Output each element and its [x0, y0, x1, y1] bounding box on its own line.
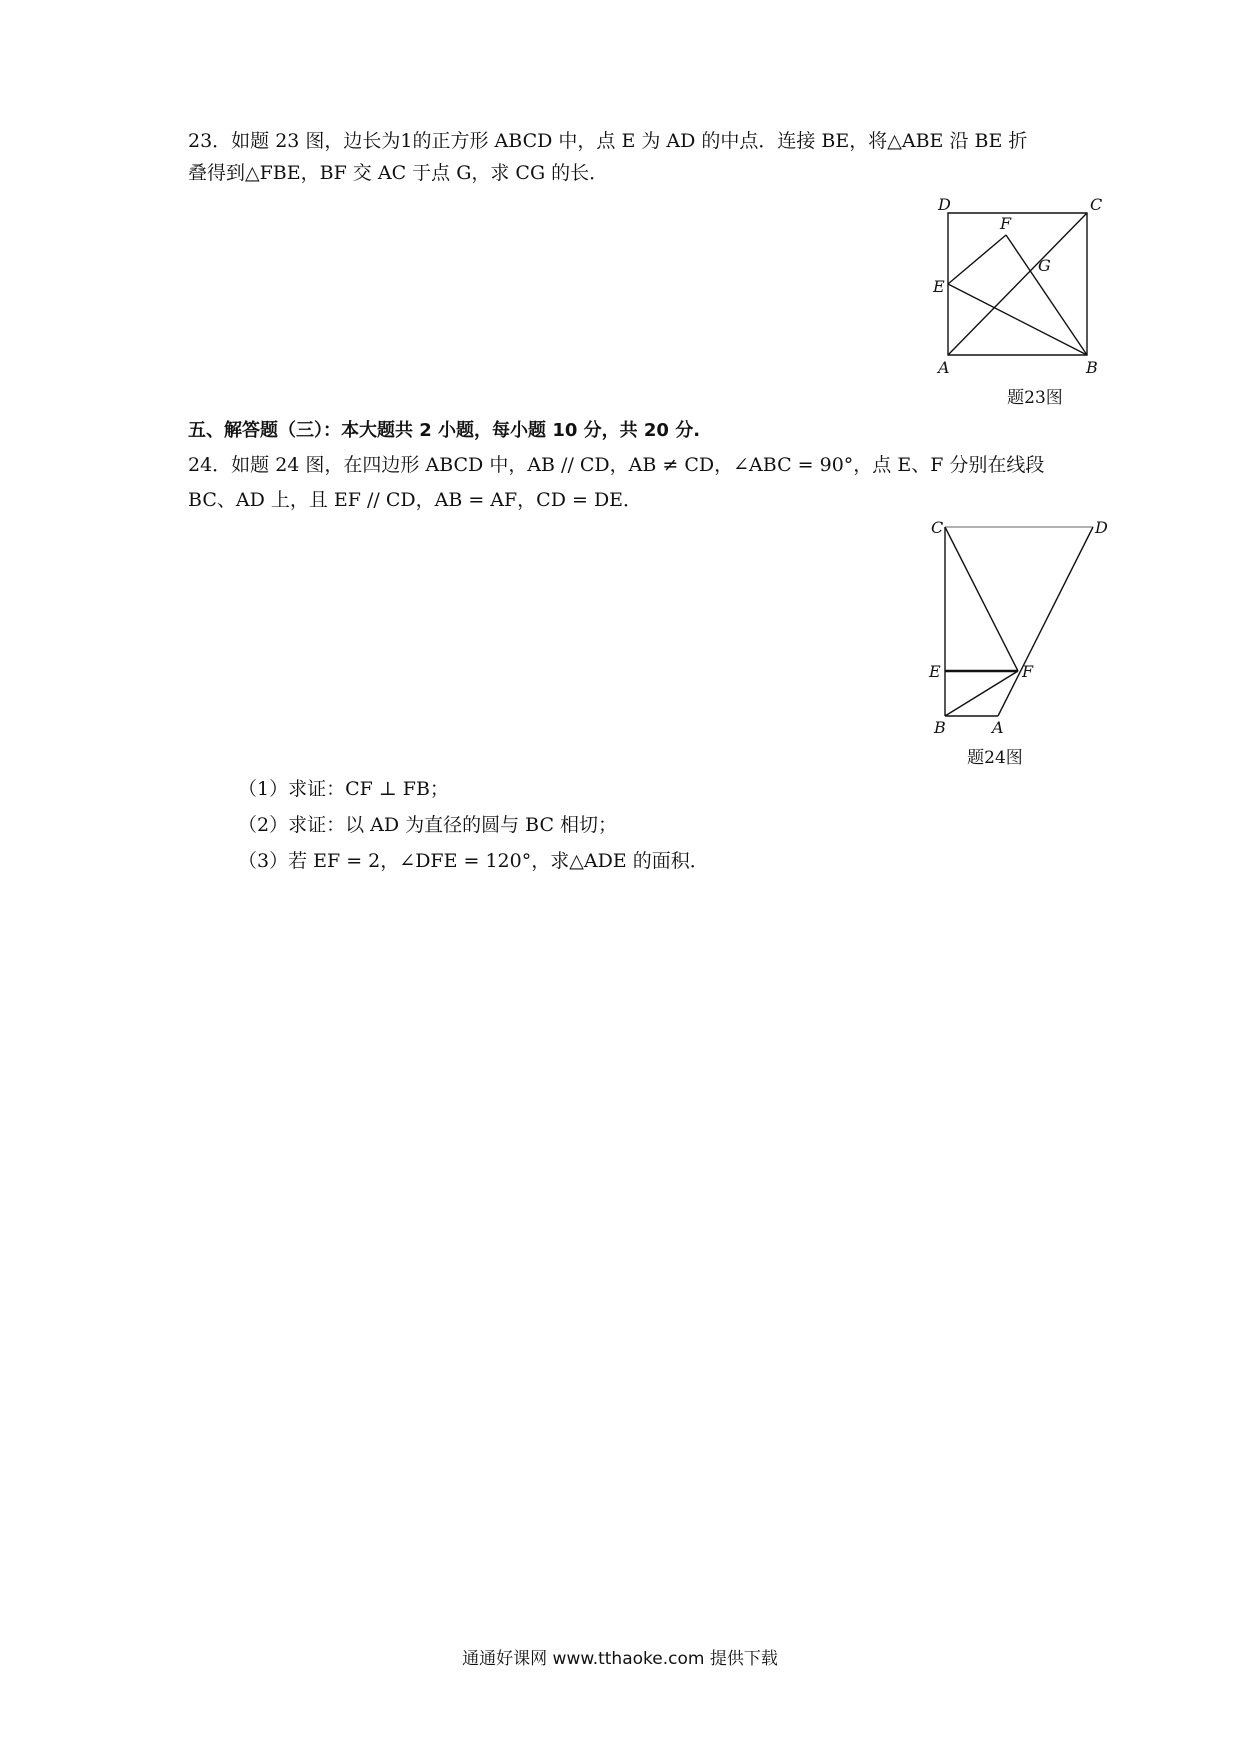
figure-24-diagram [925, 515, 1125, 745]
label-a: A [992, 718, 1004, 737]
problem-24-part-2: （2）求证：以 AD 为直径的圆与 BC 相切； [238, 814, 618, 836]
label-a: A [938, 358, 950, 377]
problem-24-line-2: BC、AD 上，且 EF // CD，AB = AF，CD = DE． [188, 489, 643, 511]
segment-ef [948, 235, 1006, 284]
label-c: C [931, 518, 944, 537]
problem-23-line-2: 叠得到△FBE，BF 交 AC 于点 G，求 CG 的长． [188, 162, 609, 184]
label-e: E [933, 277, 945, 296]
figure-24 [925, 515, 1125, 745]
label-f: F [1000, 214, 1012, 233]
figure-23-diagram [930, 193, 1130, 383]
label-b: B [934, 718, 946, 737]
figure-23 [930, 193, 1130, 383]
problem-24-part-1: （1）求证：CF ⊥ FB； [238, 778, 449, 800]
figure-24-caption: 题24图 [967, 748, 1023, 768]
label-b: B [1086, 358, 1098, 377]
segment-cf [945, 527, 1018, 671]
segment-ac [948, 213, 1087, 355]
segment-bf [1006, 235, 1087, 355]
label-d: D [938, 195, 951, 214]
segment-be [948, 284, 1087, 355]
problem-24-part-3: （3）若 EF = 2，∠DFE = 120°，求△ADE 的面积． [238, 850, 709, 872]
label-g: G [1038, 256, 1051, 275]
label-d: D [1095, 518, 1108, 537]
problem-23-line-1: 23．如题 23 图，边长为1的正方形 ABCD 中，点 E 为 AD 的中点．连接 BE，将△ABE 沿 BE 折 [188, 130, 1028, 152]
segment-ad [998, 527, 1093, 716]
segment-bf [945, 671, 1018, 716]
label-c: C [1090, 195, 1103, 214]
problem-24-line-1: 24．如题 24 图，在四边形 ABCD 中，AB // CD，AB ≠ CD，∠ABC = 90°，点 E、F 分别在线段 [188, 454, 1045, 476]
label-e: E [929, 662, 941, 681]
figure-23-caption: 题23图 [1007, 388, 1063, 408]
label-f: F [1022, 662, 1034, 681]
section-5-title: 五、解答题（三）：本大题共 2 小题，每小题 10 分，共 20 分. [188, 420, 701, 441]
page-footer: 通通好课网 www.tthaoke.com 提供下载 [462, 1649, 778, 1669]
